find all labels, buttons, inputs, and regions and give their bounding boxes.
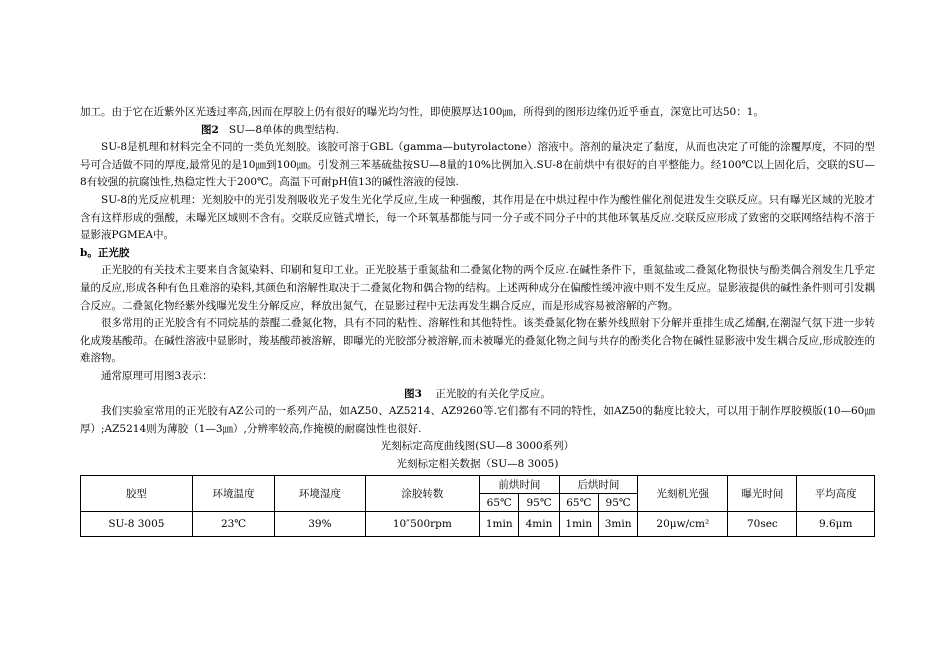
table-title: 光刻标定相关数据（SU—8 3005) <box>396 457 559 470</box>
header-avg-height: 平均高度 <box>797 476 875 512</box>
table-header-row <box>81 476 875 494</box>
header-postbake: 后烘时间 <box>559 476 638 494</box>
paragraph-lab-resists: 我们实验室常用的正光胶有AZ公司的一系列产品，如AZ50、AZ5214、AZ9260等.它们都有不同的特性，如AZ50的黏度比较大，可以用于制作厚胶模版(10—60㎛厚）;AZ5214则为薄胶（1—3㎛）,分辨率较高,作掩模的耐腐蚀性也很好. <box>80 405 875 435</box>
figure-3-caption <box>80 386 875 404</box>
cell-prebake-95: 4min <box>519 512 559 537</box>
cell-intensity: 20μw/cm² <box>638 512 728 537</box>
cell-postbake-95: 3min <box>598 512 637 537</box>
figure-3-text: 正光胶的有关化学反应。 <box>435 387 551 400</box>
header-resist: 胶型 <box>81 476 193 512</box>
paragraph-su8-mechanism: SU-8的光反应机理：光刻胶中的光引发剂吸收光子发生光化学反应,生成一种强酸，其作用是在中烘过程中作为酸性催化剂促进发生交联反应。只有曝光区域的光胶才含有这样形成的强酸，未曝光区域则不含有。交联反应链式增长，每一个环氧基都能与同一分子或不同分子中的其他环氧基反应.交联反应形成了致密的交联网络结构不溶于显影液PGMEA中。 <box>80 193 875 242</box>
section-heading-positive-resist: b。正光胶 <box>80 246 130 259</box>
cell-avg-height: 9.6μm <box>797 512 875 537</box>
header-prebake: 前烘时间 <box>480 476 560 494</box>
paragraph-su8-intro: SU-8是机理和材料完全不同的一类负光刻胶。该胶可溶于GBL（gamma—butyrolactone）溶液中。溶剂的量决定了黏度，从而也决定了可能的涂覆厚度，不同的型号可合适做不同的厚度,最常见的是10㎛到100㎛。引发剂三苯基硫盐按SU—8量的10%比例加入.SU-8在前烘中有很好的自平整能力。经100℃以上固化后，交联的SU—8有较强的抗腐蚀性,热稳定性大于200℃。高温下可耐pH值13的碱性溶液的侵蚀. <box>80 141 875 189</box>
header-postbake-65: 65℃ <box>559 494 598 512</box>
header-intensity: 光刻机光强 <box>638 476 728 512</box>
figure-2-label: 图2 <box>201 123 219 136</box>
header-prebake-65: 65℃ <box>480 494 519 512</box>
figure-2-caption <box>80 122 875 140</box>
paragraph-positive-resist-1: 正光胶的有关技术主要来自含氮染料、印刷和复印工业。正光胶基于重氮盐和二叠氮化物的两个反应.在碱性条件下，重氮盐或二叠氮化物很快与酚类偶合剂发生几乎定量的反应,形成各种有色且难溶的染料,其颜色和溶解性取决于二叠氮化物和偶合物的结构。上述两种成分在偏酸性缓冲液中则不发生反应。显影液提供的碱性条件则可引发耦合反应。二叠氮化物经紫外线曝光发生分解反应，释放出氮气，在显影过程中无法再发生耦合反应，而是形成容易被溶解的产物。 <box>80 264 875 312</box>
header-env-temp: 环境温度 <box>192 476 274 512</box>
paragraph-positive-resist-2: 很多常用的正光胶含有不同烷基的萘醌二叠氮化物，具有不同的粘性、溶解性和其他特性。该类叠氮化物在紫外线照射下分解并重排生成乙烯酮,在潮湿气氛下进一步转化成羧基酸茚。在碱性溶液中显影时，羧基酸茚被溶解，即曝光的光胶部分被溶解,而未被曝光的叠氮化物之间与共存的酚类化合物在碱性显影液中发生耦合反应,形成胶连的难溶物。 <box>80 317 875 365</box>
chart-title: 光刻标定高度曲线图(SU—8 3000系列） <box>380 440 575 453</box>
header-prebake-95: 95℃ <box>519 494 559 512</box>
cell-exposure: 70sec <box>728 512 797 537</box>
calibration-table <box>80 475 875 537</box>
cell-resist: SU-8 3005 <box>81 512 193 537</box>
paragraph-principle: 通常原理可用图3表示： <box>101 369 213 382</box>
header-postbake-95: 95℃ <box>598 494 637 512</box>
header-exposure: 曝光时间 <box>728 476 797 512</box>
header-spin-speed: 涂胶转数 <box>365 476 479 512</box>
header-env-humidity: 环境湿度 <box>275 476 365 512</box>
paragraph-continuation: 加工。由于它在近紫外区光透过率高,因而在厚胶上仍有很好的曝光均匀性，即使膜厚达100㎛，所得到的图形边缘仍近乎垂直，深宽比可达50：1。 <box>80 106 764 118</box>
cell-env-temp: 23℃ <box>192 512 274 537</box>
cell-env-humidity: 39% <box>275 512 365 537</box>
cell-prebake-65: 1min <box>480 512 519 537</box>
table-row <box>81 512 875 537</box>
figure-3-label: 图3 <box>404 387 422 400</box>
figure-2-text: SU—8单体的典型结构. <box>228 123 339 136</box>
document-body <box>80 104 875 537</box>
cell-postbake-65: 1min <box>559 512 598 537</box>
cell-spin-speed: 10″500rpm <box>365 512 479 537</box>
